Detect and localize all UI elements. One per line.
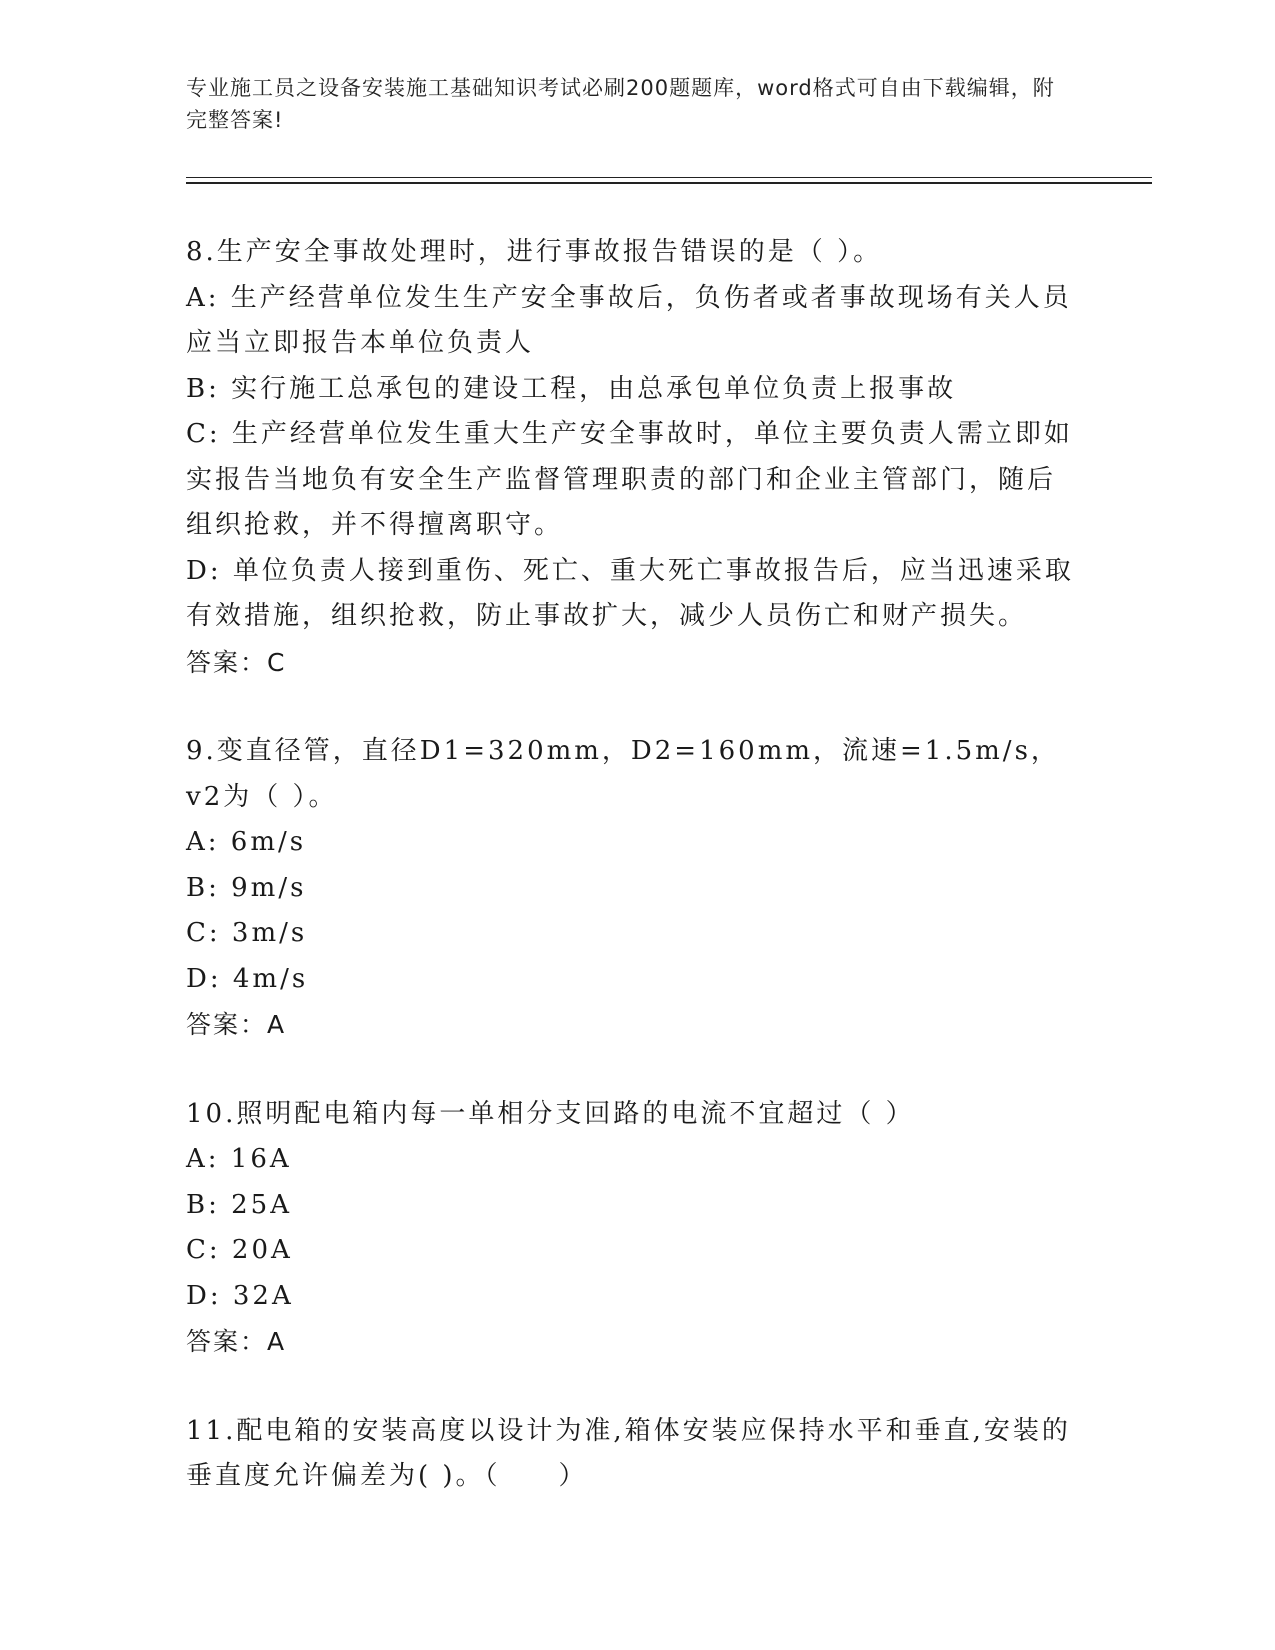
option-d: D: 32A — [186, 1280, 294, 1311]
option-a: A: 生产经营单位发生生产安全事故后，负伤者或者事故现场有关人员应当立即报告本单位负责人 — [186, 282, 1072, 358]
option-d: D: 单位负责人接到重伤、死亡、重大死亡事故报告后，应当迅速采取有效措施，组织抢救，防止事故扩大，减少人员伤亡和财产损失。 — [186, 555, 1074, 631]
question-list — [186, 230, 1076, 1544]
answer-label: 答案：A — [186, 1010, 287, 1039]
question-stem: 10.照明配电箱内每一单相分支回路的电流不宜超过（ ） — [186, 1098, 915, 1129]
header-divider-thick — [186, 182, 1152, 184]
option-b: B: 25A — [186, 1189, 292, 1220]
question-stem: 9.变直径管，直径D1=320mm，D2=160mm，流速=1.5m/s，v2为（ ）。 — [186, 736, 1060, 812]
option-b: B: 9m/s — [186, 872, 307, 903]
question-stem: 8.生产安全事故处理时，进行事故报告错误的是（ ）。 — [186, 237, 883, 267]
option-b: B: 实行施工总承包的建设工程，由总承包单位负责上报事故 — [186, 373, 957, 404]
question-10 — [186, 1092, 1076, 1365]
question-11 — [186, 1409, 1076, 1500]
question-8 — [186, 230, 1076, 685]
option-c: C: 生产经营单位发生重大生产安全事故时，单位主要负责人需立即如实报告当地负有安全生产监督管理职责的部门和企业主管部门，随后组织抢救，并不得擅离职守。 — [186, 419, 1073, 540]
answer-label: 答案：A — [186, 1327, 287, 1356]
option-a: A: 16A — [186, 1144, 292, 1174]
option-a: A: 6m/s — [186, 827, 307, 857]
document-header: 专业施工员之设备安装施工基础知识考试必刷200题题库，word格式可自由下载编辑，附完整答案! — [186, 76, 1055, 132]
question-9 — [186, 729, 1076, 1048]
question-stem: 11.配电箱的安装高度以设计为准,箱体安装应保持水平和垂直,安装的垂直度允许偏差为( )。（ ） — [186, 1415, 1071, 1491]
option-c: C: 3m/s — [186, 918, 308, 948]
header-divider-thin — [186, 177, 1152, 178]
option-d: D: 4m/s — [186, 963, 309, 994]
answer-label: 答案：C — [186, 647, 287, 677]
option-c: C: 20A — [186, 1235, 293, 1265]
